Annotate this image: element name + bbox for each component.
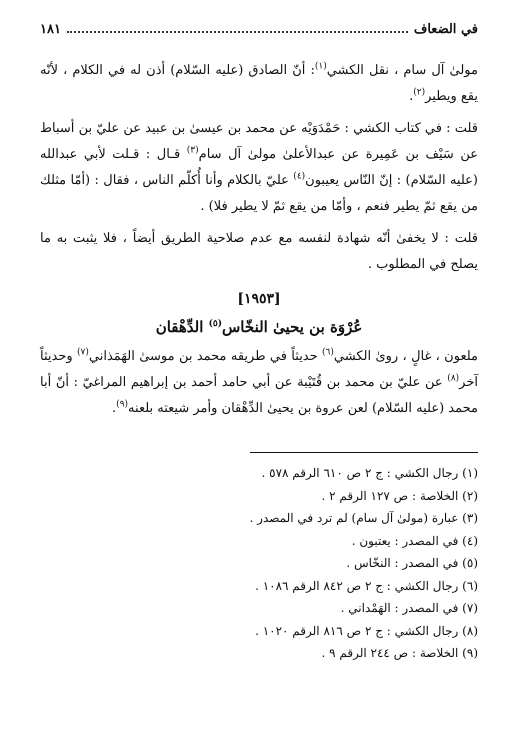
main-text	[40, 58, 478, 428]
footnote-separator	[250, 452, 478, 453]
text-run: حديثاً في طريقه محمد بن موسىٰ الهَمَذاني	[88, 349, 318, 364]
text-run: عُرْوَة بن يحيىٰ النخّاس	[222, 318, 363, 336]
footnote-item: (٩) الخلاصة : ص ٢٤٤ الرقم ٩ .	[321, 646, 478, 660]
footnote-item: (٥) في المصدر : النخّاس .	[346, 556, 478, 570]
running-header	[40, 22, 478, 44]
footnote-ref[interactable]: (٦)	[322, 347, 334, 358]
footnote-item: (٦) رجال الكشي : ج ٢ ص ٨٤٢ الرقم ١٠٨٦ .	[255, 578, 478, 593]
footnote-ref[interactable]: (٨)	[447, 373, 460, 384]
footnote-ref[interactable]: (٩)	[116, 399, 129, 410]
footnote-item: (٢) الخلاصة : ص ١٢٧ الرقم ٢ .	[321, 488, 478, 503]
footnote-ref[interactable]: (٢)	[413, 87, 426, 98]
footnote-item: (١) رجال الكشي : ج ٢ ص ٦١٠ الرقم ٥٧٨ .	[261, 466, 478, 480]
text-run: قلت : في كتاب الكشي : حَمْدَوَيْه عن محمد بن عيسىٰ بن عبيد عن عليّ بن أسباط عن سَيْف بن عَمِيرة عن عبدالأعلىٰ مولىٰ آل سام	[40, 121, 478, 162]
text-run: : أنّ الصادق (عليه السّلام) أذن له في الكلام ، لأنّه يقع ويطير	[40, 63, 478, 104]
text-run: عليّ بالكلام وأنا أُكلّم الناس ، فقال : (أمّا مثلك من يقع ثمّ يطير فنعم ، وأمّا من يقع ثمّ لا يطير فلا) .	[40, 173, 478, 214]
text-run: .	[409, 89, 414, 104]
paragraph-3: قلت : لا يخفىٰ أنّه شهادة لنفسه مع عدم صلاحية الطريق أيضاً ، فلا يثبت به ما يصلح في المطلوب .	[40, 231, 478, 272]
footnote-item: (٧) في المصدر : الهَمْداني .	[340, 601, 478, 615]
footnote-item: (٨) رجال الكشي : ج ٢ ص ٨١٦ الرقم ١٠٢٠ .	[255, 623, 478, 638]
footnote-ref[interactable]: (٤)	[293, 171, 306, 182]
footnote-item: (٣) عبارة (مولىٰ آل سام) لم ترد في المصدر .	[249, 511, 478, 525]
footnote-ref[interactable]: (١)	[314, 61, 327, 72]
running-title: في الضعاف	[413, 22, 478, 37]
text-run: ملعون ، غالٍ ، روىٰ الكشي	[333, 349, 478, 364]
text-run: قـال : قـلت لأبي عبدالله (عليه السّلام) : إنّ النّاس يعيبون	[40, 147, 478, 188]
header-dot-leader	[67, 30, 408, 33]
page-number: ١٨١	[40, 22, 61, 37]
text-run: .	[112, 401, 117, 416]
entry-title	[40, 314, 478, 340]
paragraph-2	[40, 116, 478, 220]
text-run: الدِّهْقان	[155, 318, 204, 336]
entry-number: [١٩٥٣]	[237, 291, 281, 307]
text-run: مولىٰ آل سام ، نقل الكشي	[326, 63, 478, 78]
footnote-ref[interactable]: (٥)	[208, 319, 222, 329]
footnote-ref[interactable]: (٧)	[77, 347, 89, 358]
footnote-ref[interactable]: (٣)	[186, 145, 199, 156]
footnote-list	[40, 462, 478, 665]
footnote-item: (٤) في المصدر : يعتبون .	[351, 533, 478, 548]
paragraph-4	[40, 344, 478, 422]
paragraph-1	[40, 58, 478, 110]
text-run: وحديثاً آخر	[40, 349, 478, 390]
text-run: عن عليّ بن محمد بن قُتَيْبة عن أبي حامد أحمد بن إبراهيم المراغيّ : أنّ أبا محمد (عليه السّلام) لعن عروة بن يحيىٰ الدِّهْقان وأمر شيعته بلعنه	[40, 375, 478, 416]
